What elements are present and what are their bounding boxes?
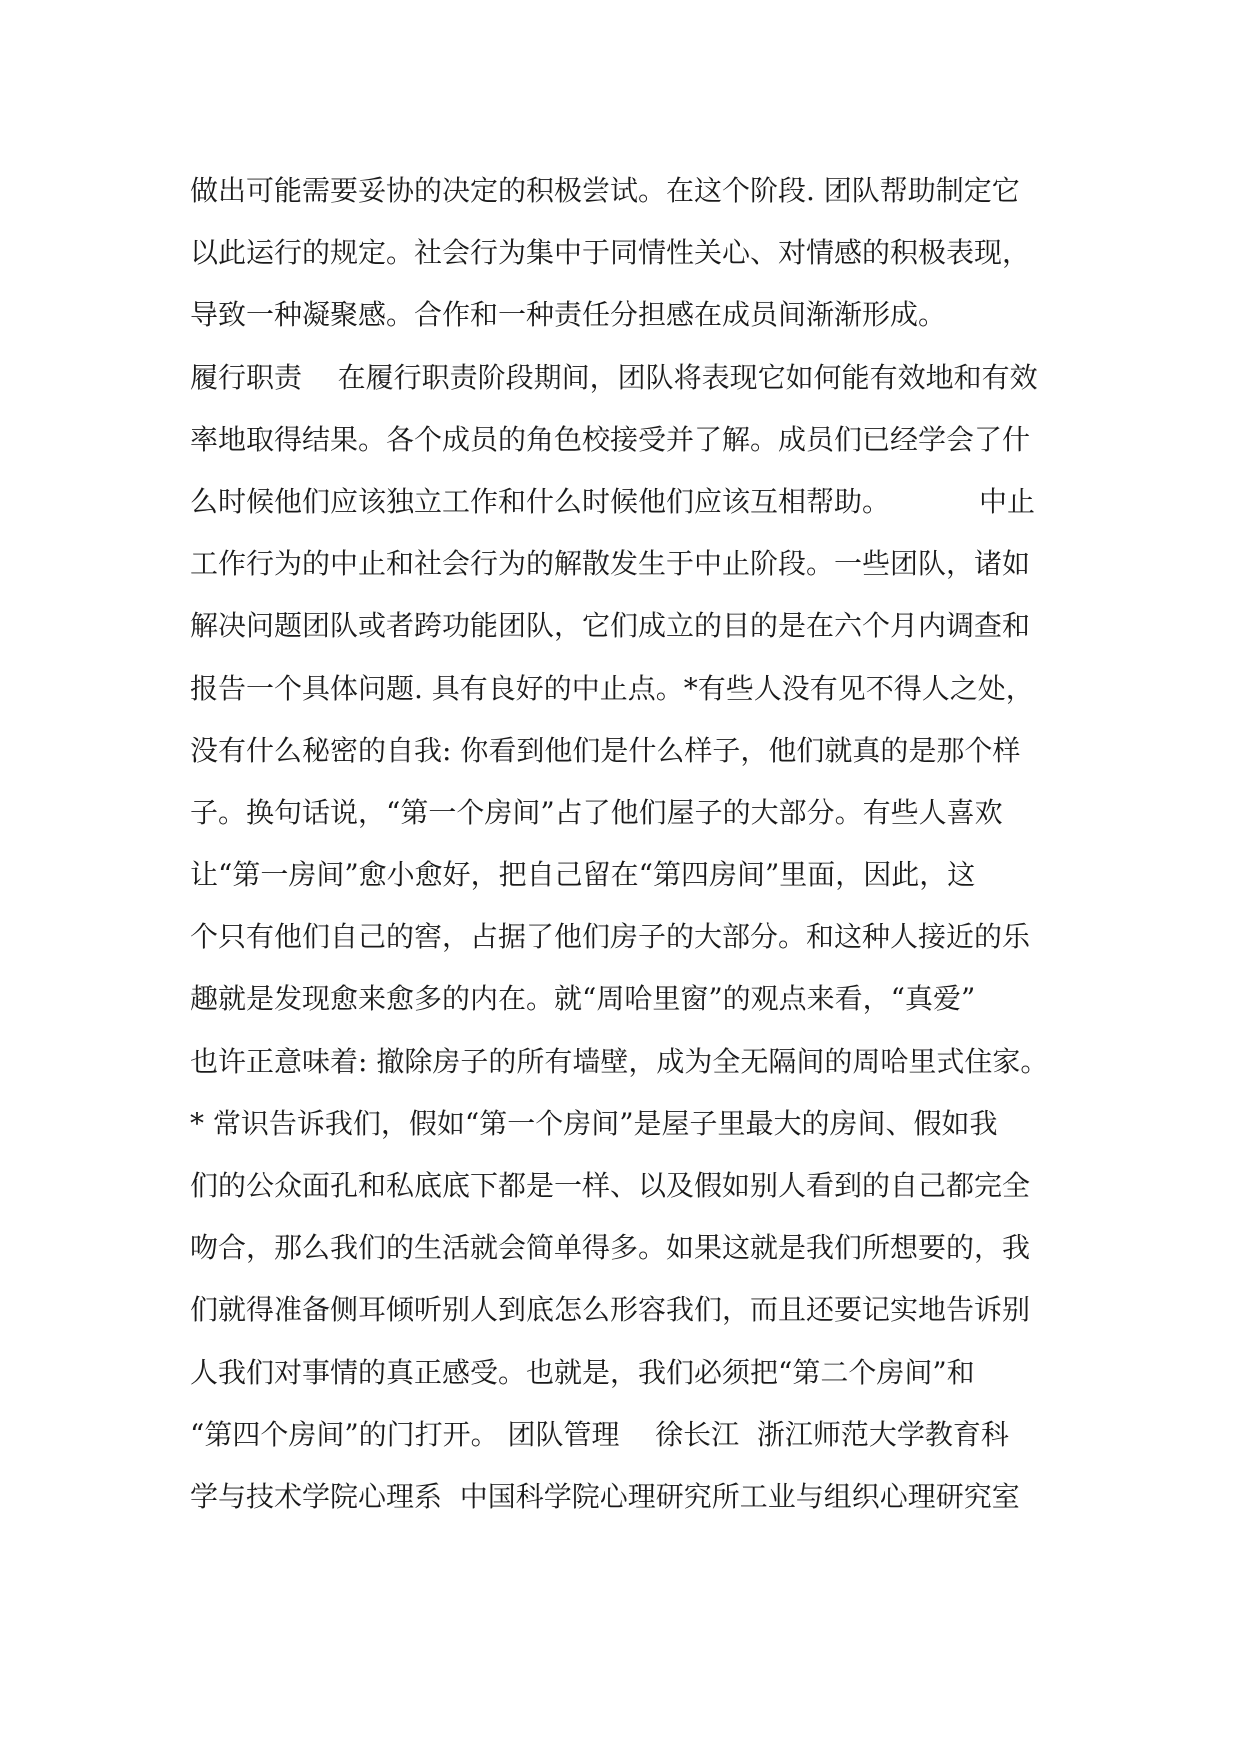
text-line-19: 们就得准备侧耳倾听别人到底怎么形容我们，而且还要记实地告诉别 [190, 1293, 1031, 1327]
text-line-2: 以此运行的规定。社会行为集中于同情性关心、对情感的积极表现， [190, 236, 1031, 270]
text-line-13: 个只有他们自己的窖，占据了他们房子的大部分。和这种人接近的乐 [190, 920, 1031, 954]
text-line-21: “第四个房间”的门打开。 团队管理 徐长江 浙江师范大学教育科 [190, 1417, 1009, 1451]
text-line-9: 报告一个具体问题. 具有良好的中止点。*有些人没有见不得人之处， [190, 671, 1034, 705]
text-line-7: 工作行为的中止和社会行为的解散发生于中止阶段。一些团队，诸如 [190, 547, 1031, 581]
text-line-5: 率地取得结果。各个成员的角色校接受并了解。成员们已经学会了什 [190, 422, 1031, 456]
text-line-11: 子。换句话说，“第一个房间”占了他们屋子的大部分。有些人喜欢 [190, 795, 1003, 829]
text-line-6: 么时候他们应该独立工作和什么时候他们应该互相帮助。 中止 [190, 484, 1036, 518]
body-text [190, 160, 1070, 1528]
text-line-14: 趣就是发现愈来愈多的内在。就“周哈里窗”的观点来看，“真爱” [190, 982, 976, 1016]
text-line-22: 学与技术学院心理系 中国科学院心理研究所工业与组织心理研究室 [190, 1479, 1020, 1513]
text-line-15: 也许正意味着: 撤除房子的所有墙壁，成为全无隔间的周哈里式住家。 [190, 1044, 1049, 1078]
text-line-12: 让“第一房间”愈小愈好，把自己留在“第四房间”里面，因此，这 [190, 858, 976, 892]
text-line-16: * 常识告诉我们，假如“第一个房间”是屋子里最大的房间、假如我 [190, 1106, 998, 1140]
text-line-1: 做出可能需要妥协的决定的积极尝试。在这个阶段. 团队帮助制定它 [190, 174, 1020, 207]
text-line-10: 没有什么秘密的自我: 你看到他们是什么样子，他们就真的是那个样 [190, 733, 1021, 767]
text-line-3: 导致一种凝聚感。合作和一种责任分担感在成员间渐渐形成。 [190, 298, 947, 332]
text-line-18: 吻合，那么我们的生活就会简单得多。如果这就是我们所想要的，我 [190, 1231, 1031, 1265]
text-line-8: 解决问题团队或者跨功能团队，它们成立的目的是在六个月内调查和 [190, 609, 1031, 643]
text-line-17: 们的公众面孔和私底底下都是一样、以及假如别人看到的自己都完全 [190, 1169, 1031, 1202]
text-line-20: 人我们对事情的真正感受。也就是，我们必须把“第二个房间”和 [190, 1355, 975, 1389]
text-line-4: 履行职责 在履行职责阶段期间，团队将表现它如何能有效地和有效 [190, 360, 1038, 394]
